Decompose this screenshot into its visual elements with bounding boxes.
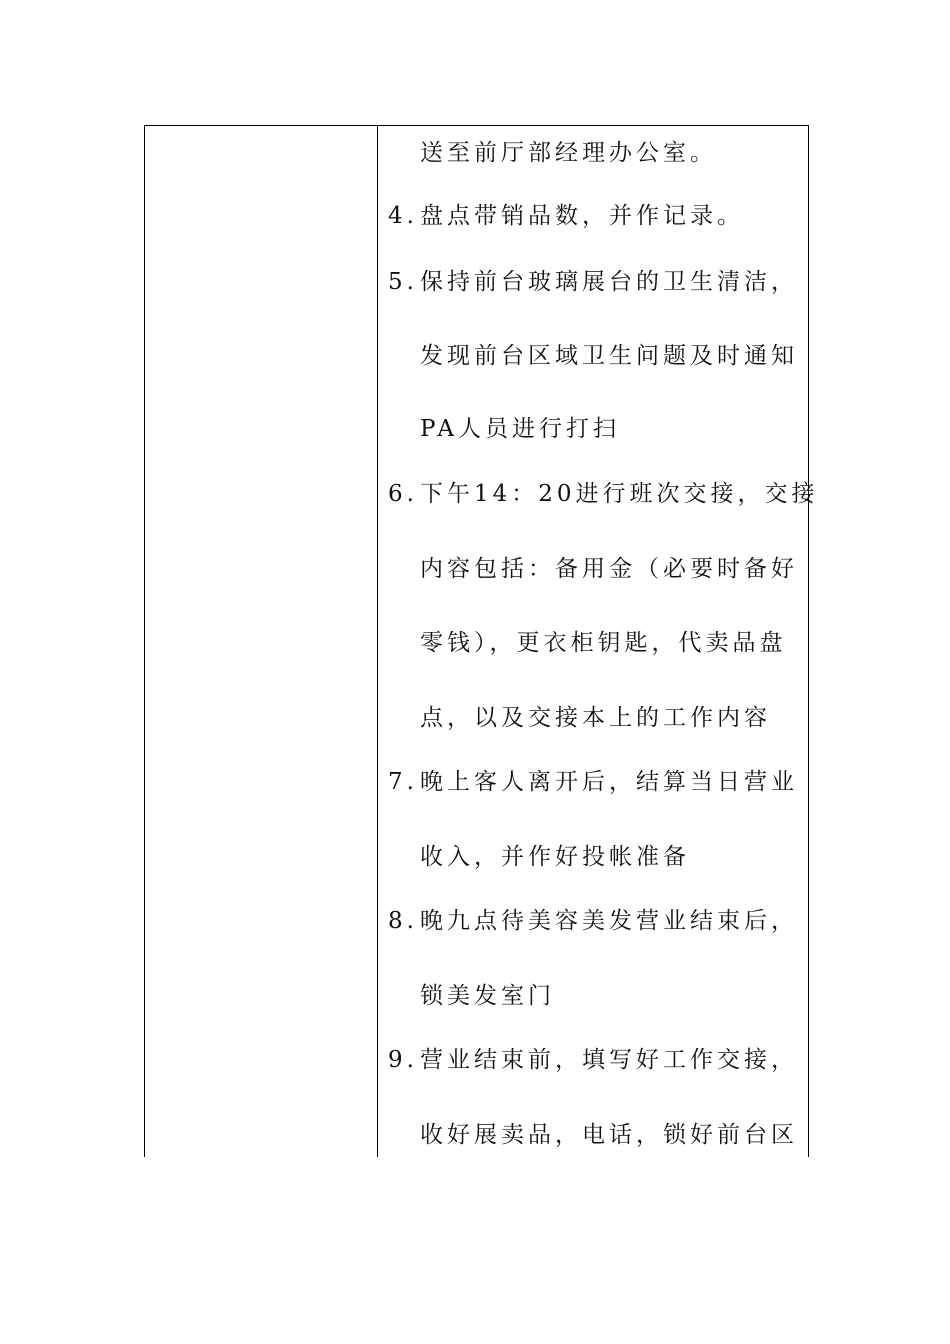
text-line	[388, 767, 808, 797]
text-line	[388, 1045, 808, 1075]
line-text: 内容包括：备用金（必要时备好	[420, 556, 798, 582]
item-number: 4.	[388, 203, 418, 229]
line-text: 点，以及交接本上的工作内容	[420, 705, 771, 731]
column-divider	[377, 125, 378, 1157]
item-number: 6.	[388, 481, 418, 507]
line-text: 锁美发室门	[420, 983, 555, 1009]
item-number: 8.	[388, 908, 418, 934]
line-text: 收好展卖品，电话，锁好前台区	[420, 1122, 798, 1148]
text-line	[388, 1120, 808, 1150]
text-line	[388, 267, 808, 297]
item-number: 9.	[388, 1047, 418, 1073]
line-text: 保持前台玻璃展台的卫生清洁，	[420, 269, 798, 295]
text-line	[388, 341, 808, 371]
item-number: 7.	[388, 769, 418, 795]
line-text: 零钱），更衣柜钥匙，代卖品盘	[420, 630, 787, 656]
text-line	[388, 201, 808, 231]
line-text: 下午14：20进行班次交接，交接	[420, 481, 819, 507]
text-line	[388, 981, 808, 1011]
text-line	[388, 703, 808, 733]
line-text: 送至前厅部经理办公室。	[420, 140, 717, 166]
text-line	[388, 479, 819, 509]
text-line	[388, 906, 808, 936]
line-text: 收入，并作好投帐准备	[420, 844, 690, 870]
line-text: 晚九点待美容美发营业结束后，	[420, 908, 798, 934]
line-text: 盘点带销品数，并作记录。	[420, 203, 744, 229]
line-text: PA人员进行打扫	[420, 416, 620, 442]
text-line	[388, 138, 808, 168]
line-text: 营业结束前，填写好工作交接，	[420, 1047, 798, 1073]
line-text: 发现前台区域卫生问题及时通知	[420, 343, 798, 369]
item-number: 5.	[388, 269, 418, 295]
text-line	[388, 554, 808, 584]
line-text: 晚上客人离开后，结算当日营业	[420, 769, 798, 795]
text-line	[388, 628, 808, 658]
text-line	[388, 842, 808, 872]
text-line	[388, 414, 808, 444]
